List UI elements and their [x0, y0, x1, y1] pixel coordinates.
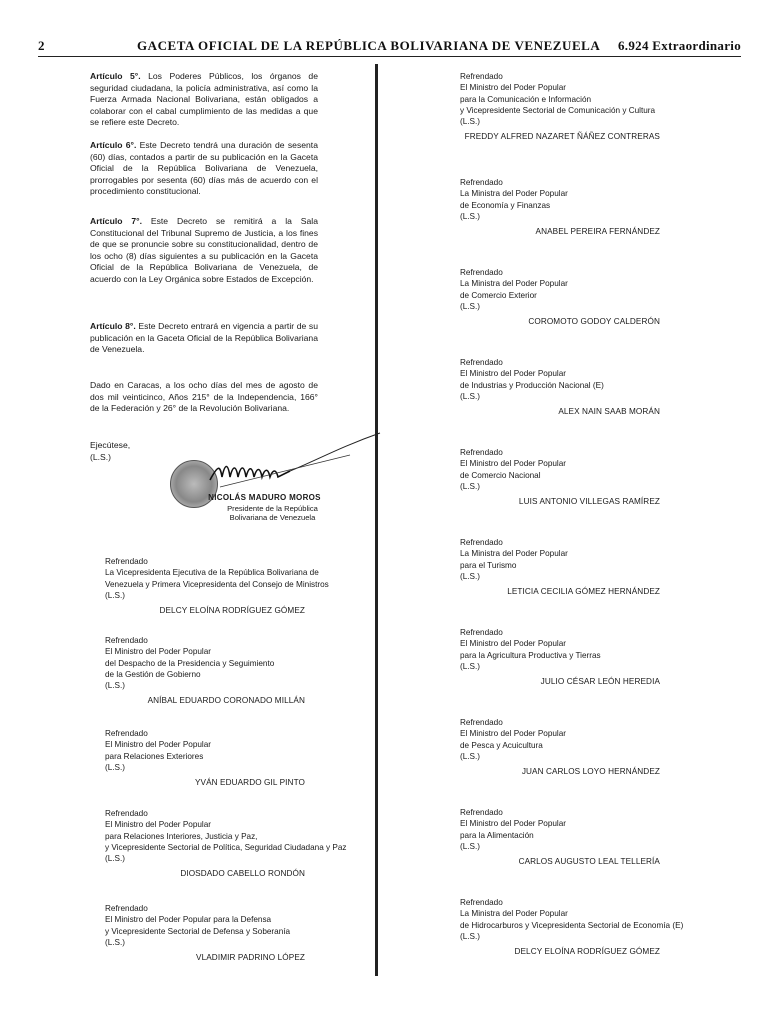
refrendo-block: Refrendado La Ministra del Poder Popular de Economía y Finanzas (L.S.) ANABEL PEREIRA FERNÁNDEZ: [460, 178, 660, 237]
article-label: Artículo 8°.: [90, 321, 136, 331]
signatory-name: DIOSDADO CABELLO RONDÓN: [180, 869, 305, 879]
article-8: [90, 321, 318, 356]
signatory-name: JUAN CARLOS LOYO HERNÁNDEZ: [521, 767, 660, 777]
ejecutese-label: Ejecútese,: [90, 440, 131, 450]
article-text: Este Decreto se remitirá a la Sala Constitucional del Tribunal Supremo de Justicia, a los fines de que se pronuncie sobre su constitucionalidad, dentro de los ocho (8) días siguientes a su publicación en la Gaceta Oficial de la República Bolivariana de Venezuela, de acuerdo con la Ley Orgánica sobre Estados de Excepción.: [90, 216, 318, 284]
signatory-name: JULIO CÉSAR LEÓN HEREDIA: [540, 677, 660, 687]
article-text: Los Poderes Públicos, los órganos de seguridad ciudadana, la policía administrativa, así como la Fuerza Armada Nacional Bolivariana, están obligados a colaborar con el cabal cumplimiento de las medidas a que se refiere este Decreto.: [90, 71, 318, 127]
refrendo-block: Refrendado La Ministra del Poder Popular de Hidrocarburos y Vicepresidenta Sectorial de Economía (E) (L.S.) DELCY ELOÍNA RODRÍGUEZ GÓMEZ: [460, 898, 684, 957]
refrendo-block: Refrendado El Ministro del Poder Popular de Comercio Nacional (L.S.) LUIS ANTONIO VILLEGAS RAMÍREZ: [460, 448, 660, 507]
signatory-name: LUIS ANTONIO VILLEGAS RAMÍREZ: [518, 497, 660, 507]
refrendo-block: Refrendado La Vicepresidenta Ejecutiva de la República Bolivariana de Venezuela y Primera Vicepresidenta del Consejo de Ministros (L.S.) DELCY ELOÍNA RODRÍGUEZ GÓMEZ: [105, 557, 329, 616]
signatory-name: DELCY ELOÍNA RODRÍGUEZ GÓMEZ: [159, 606, 305, 616]
dado-en-caracas: Dado en Caracas, a los ocho días del mes de agosto de dos mil veinticinco, Años 215° de la Independencia, 166° de la Federación y 26° de la Revolución Bolivariana.: [90, 380, 318, 413]
refrendo-block: Refrendado El Ministro del Poder Popular del Despacho de la Presidencia y Seguimiento de la Gestión de Gobierno (L.S.) ANÍBAL EDUARDO CORONADO MILLÁN: [105, 636, 305, 706]
edition-number: 6.924 Extraordinario: [618, 38, 741, 53]
signatory-name: VLADIMIR PADRINO LÓPEZ: [196, 953, 305, 963]
president-signature-block: [160, 425, 380, 525]
article-label: Artículo 6°.: [90, 140, 137, 150]
signatory-name: LETICIA CECILIA GÓMEZ HERNÁNDEZ: [507, 587, 660, 597]
refrendo-block: Refrendado El Ministro del Poder Popular para la Agricultura Productiva y Tierras (L.S.) JULIO CÉSAR LEÓN HEREDIA: [460, 628, 660, 687]
refrendo-block: Refrendado La Ministra del Poder Popular de Comercio Exterior (L.S.) COROMOTO GODOY CALDERÓN: [460, 268, 660, 327]
ls-seal-label: (L.S.): [90, 451, 112, 462]
refrendo-block: Refrendado El Ministro del Poder Popular de Industrias y Producción Nacional (E) (L.S.) ALEX NAIN SAAB MORÁN: [460, 358, 660, 417]
page-number: 2: [38, 38, 45, 53]
article-7: [90, 216, 318, 285]
refrendo-block: Refrendado El Ministro del Poder Popular para la Alimentación (L.S.) CARLOS AUGUSTO LEAL TELLERÍA: [460, 808, 660, 867]
signatory-name: YVÁN EDUARDO GIL PINTO: [194, 778, 305, 788]
header-rule: [38, 56, 741, 57]
refrendo-block: Refrendado La Ministra del Poder Popular para el Turismo (L.S.) LETICIA CECILIA GÓMEZ HERNÁNDEZ: [460, 538, 660, 597]
page-header: [38, 38, 741, 58]
signatory-name: ANABEL PEREIRA FERNÁNDEZ: [535, 227, 660, 237]
article-text: Este Decreto entrará en vigencia a partir de su publicación en la Gaceta Oficial de la República Bolivariana de Venezuela.: [90, 321, 318, 354]
signatory-name: ALEX NAIN SAAB MORÁN: [558, 407, 660, 417]
article-label: Artículo 5°.: [90, 71, 141, 81]
signature-icon: [190, 425, 390, 500]
refrendo-block: Refrendado El Ministro del Poder Popular para Relaciones Exteriores (L.S.) YVÁN EDUARDO GIL PINTO: [105, 729, 305, 788]
signatory-name: ANÍBAL EDUARDO CORONADO MILLÁN: [147, 696, 305, 706]
signatory-name: COROMOTO GODOY CALDERÓN: [528, 317, 660, 327]
gazette-title: GACETA OFICIAL DE LA REPÚBLICA BOLIVARIANA DE VENEZUELA: [137, 38, 601, 53]
signatory-name: CARLOS AUGUSTO LEAL TELLERÍA: [518, 857, 660, 867]
refrendo-block: Refrendado El Ministro del Poder Popular para la Defensa y Vicepresidente Sectorial de Defensa y Soberanía (L.S.) VLADIMIR PADRINO LÓPEZ: [105, 904, 305, 963]
article-text: Este Decreto tendrá una duración de sesenta (60) días, contados a partir de su publicación en la Gaceta Oficial de la República Bolivariana de Venezuela, prorrogables por sesenta (60) días más de acuerdo con el procedimiento constitucional.: [90, 140, 318, 196]
refrendo-block: Refrendado El Ministro del Poder Popular de Pesca y Acuicultura (L.S.) JUAN CARLOS LOYO HERNÁNDEZ: [460, 718, 660, 777]
signatory-name: FREDDY ALFRED NAZARET ÑÁÑEZ CONTRERAS: [464, 132, 660, 142]
president-name: NICOLÁS MADURO MOROS: [208, 493, 321, 502]
article-label: Artículo 7°.: [90, 216, 142, 226]
article-5: [90, 71, 318, 129]
refrendo-block: Refrendado El Ministro del Poder Popular para Relaciones Interiores, Justicia y Paz, y Vicepresidente Sectorial de Política, Seguridad Ciudadana y Paz (L.S.) DIOSDADO CABELLO RONDÓN: [105, 809, 347, 879]
article-6: [90, 140, 318, 198]
refrendo-block: Refrendado El Ministro del Poder Popular para la Comunicación e Información y Vicepresidente Sectorial de Comunicación y Cultura (L.S.) FREDDY ALFRED NAZARET ÑÁÑEZ CONTRERAS: [460, 72, 660, 142]
signatory-name: DELCY ELOÍNA RODRÍGUEZ GÓMEZ: [514, 947, 660, 957]
president-role: Presidente de la República Bolivariana de Venezuela: [227, 504, 318, 522]
